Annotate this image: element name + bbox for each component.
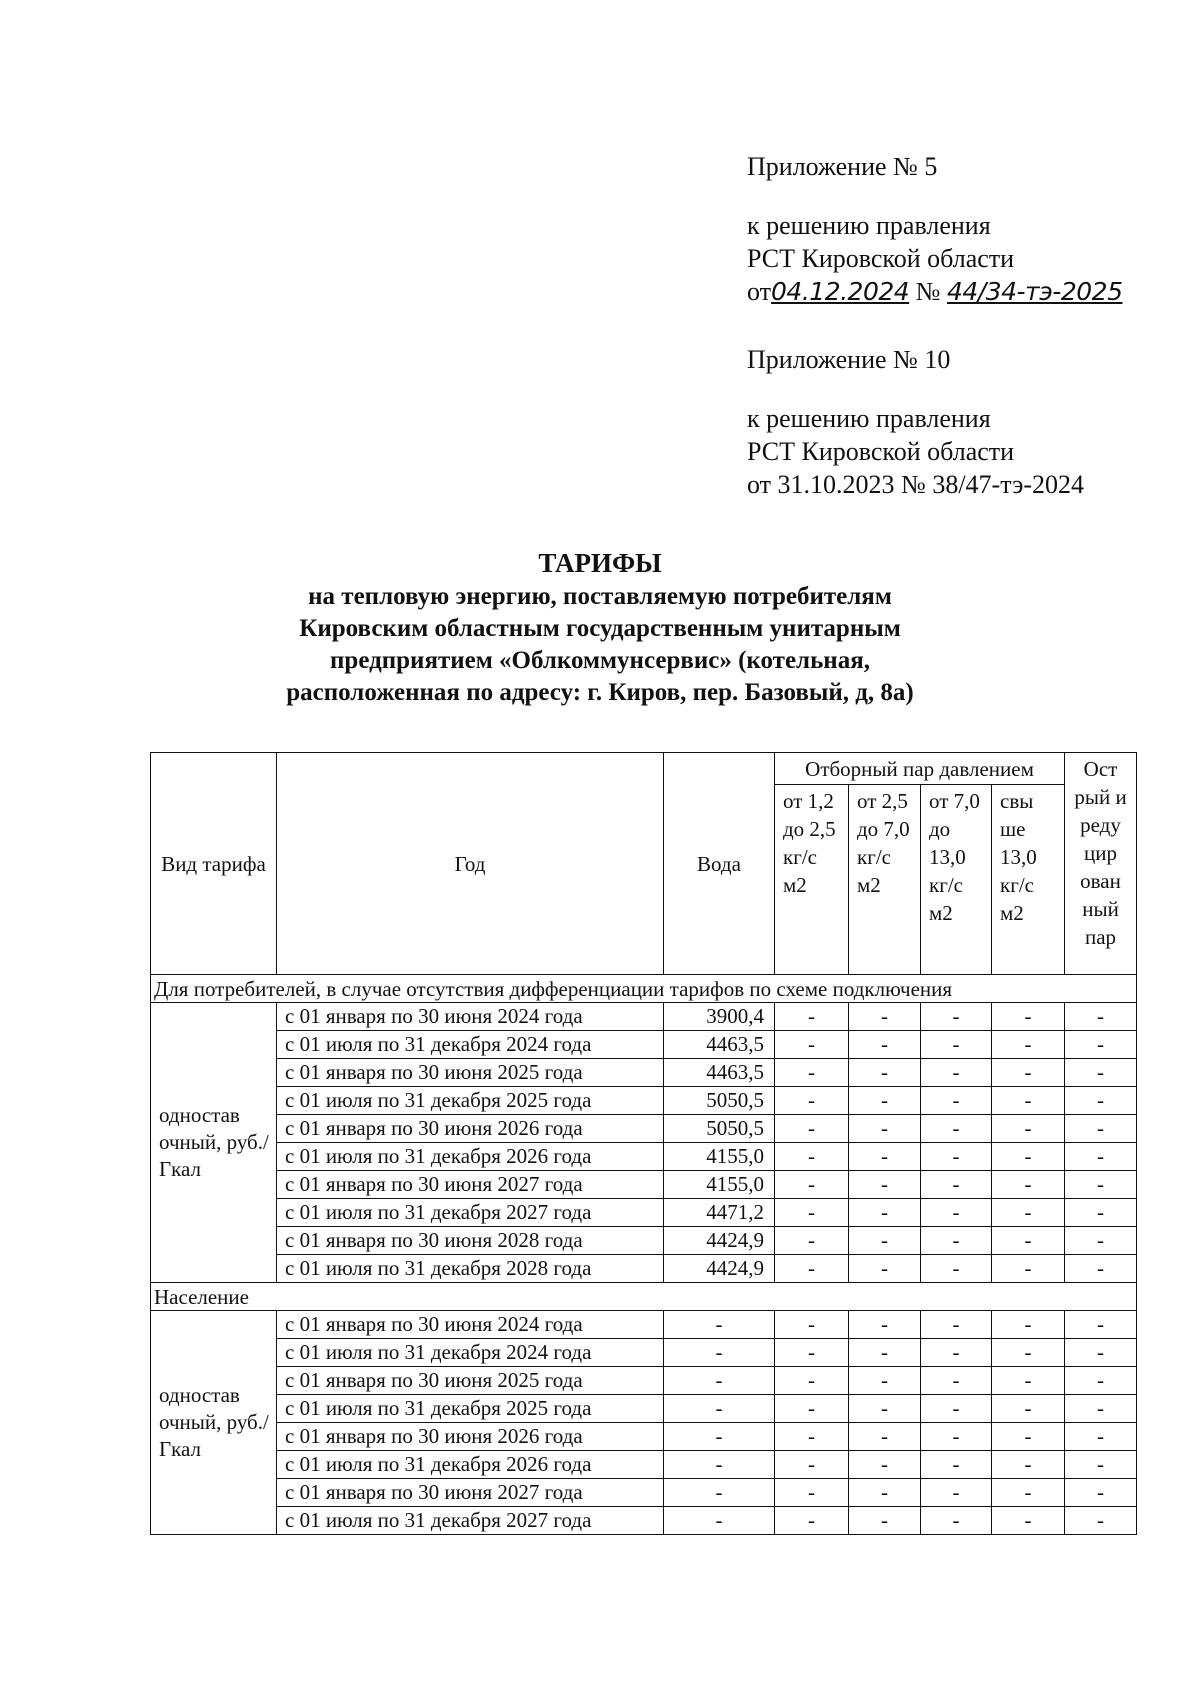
steam-cell: - [775, 1143, 849, 1171]
steam-cell: - [849, 1311, 921, 1339]
period-cell: с 01 января по 30 июня 2028 года [277, 1227, 664, 1255]
steam-cell: - [1065, 1003, 1137, 1031]
document-title [200, 545, 1000, 709]
steam-cell: - [849, 1199, 921, 1227]
steam-cell: - [992, 1115, 1065, 1143]
water-cell: - [664, 1395, 775, 1423]
steam-cell: - [921, 1311, 992, 1339]
handwritten-date: 04.12.2024 [771, 277, 910, 306]
steam-cell: - [775, 1395, 849, 1423]
steam-cell: - [921, 1255, 992, 1283]
period-cell: с 01 января по 30 июня 2025 года [277, 1367, 664, 1395]
table-row [151, 1367, 1137, 1395]
period-cell: с 01 июля по 31 декабря 2026 года [277, 1451, 664, 1479]
table-row [151, 1479, 1137, 1507]
appendix-10-line3: от 31.10.2023 № 38/47-тэ-2024 [747, 470, 1085, 499]
water-cell: 4463,5 [664, 1031, 775, 1059]
steam-cell: - [775, 1367, 849, 1395]
steam-cell: - [921, 1451, 992, 1479]
appendix-5-line1: к решению правления [747, 211, 991, 240]
steam-cell: - [992, 1059, 1065, 1087]
steam-cell: - [992, 1199, 1065, 1227]
period-cell: с 01 января по 30 июня 2026 года [277, 1115, 664, 1143]
period-cell: с 01 июля по 31 декабря 2024 года [277, 1031, 664, 1059]
period-cell: с 01 июля по 31 декабря 2027 года [277, 1507, 664, 1535]
table-row [151, 1031, 1137, 1059]
header-row [151, 753, 1137, 785]
steam-cell: - [921, 1395, 992, 1423]
header-steam-col: от 1,2 до 2,5 кг/с м2 [775, 785, 849, 975]
steam-cell: - [1065, 1143, 1137, 1171]
steam-cell: - [849, 1507, 921, 1535]
water-cell: - [664, 1451, 775, 1479]
water-cell: 4424,9 [664, 1227, 775, 1255]
period-cell: с 01 июля по 31 декабря 2027 года [277, 1199, 664, 1227]
steam-cell: - [1065, 1115, 1137, 1143]
steam-cell: - [992, 1311, 1065, 1339]
water-cell: 4155,0 [664, 1171, 775, 1199]
steam-cell: - [1065, 1339, 1137, 1367]
period-cell: с 01 июля по 31 декабря 2024 года [277, 1339, 664, 1367]
steam-cell: - [775, 1479, 849, 1507]
steam-cell: - [849, 1395, 921, 1423]
steam-cell: - [992, 1451, 1065, 1479]
steam-cell: - [992, 1227, 1065, 1255]
table-row [151, 1087, 1137, 1115]
steam-cell: - [921, 1171, 992, 1199]
table-row [151, 1395, 1137, 1423]
steam-cell: - [992, 1367, 1065, 1395]
appendix-10-heading: Приложение № 10 [747, 345, 951, 374]
steam-cell: - [921, 1143, 992, 1171]
steam-cell: - [775, 1199, 849, 1227]
steam-cell: - [775, 1227, 849, 1255]
table-row [151, 1311, 1137, 1339]
steam-cell: - [849, 1255, 921, 1283]
table-row [151, 1255, 1137, 1283]
water-cell: 4424,9 [664, 1255, 775, 1283]
steam-cell: - [849, 1479, 921, 1507]
steam-cell: - [921, 1479, 992, 1507]
table-row [151, 1451, 1137, 1479]
period-cell: с 01 июля по 31 декабря 2028 года [277, 1255, 664, 1283]
period-cell: с 01 января по 30 июня 2024 года [277, 1003, 664, 1031]
header-steam-col: от 7,0 до 13,0 кг/с м2 [921, 785, 992, 975]
steam-cell: - [849, 1227, 921, 1255]
steam-cell: - [1065, 1451, 1137, 1479]
appendix-10-line1: к решению правления [747, 404, 991, 433]
water-cell: 4463,5 [664, 1059, 775, 1087]
table-row [151, 1115, 1137, 1143]
title-line: на тепловую энергию, поставляемую потребителям [308, 583, 892, 610]
steam-cell: - [775, 1171, 849, 1199]
steam-cell: - [992, 1479, 1065, 1507]
section-row [151, 975, 1137, 1003]
header-steam-col: от 2,5 до 7,0 кг/с м2 [849, 785, 921, 975]
period-cell: с 01 июля по 31 декабря 2025 года [277, 1395, 664, 1423]
header-water: Вода [664, 753, 775, 975]
period-cell: с 01 июля по 31 декабря 2025 года [277, 1087, 664, 1115]
section-title: Население [151, 1283, 1137, 1311]
steam-cell: - [775, 1255, 849, 1283]
appendix-5-line2: РСТ Кировской области [747, 244, 1015, 273]
steam-cell: - [775, 1059, 849, 1087]
water-cell: - [664, 1479, 775, 1507]
steam-cell: - [1065, 1367, 1137, 1395]
title-line: предприятием «Облкоммунсервис» (котельная, [330, 647, 870, 674]
section-title: Для потребителей, в случае отсутствия дифференциации тарифов по схеме подключения [151, 975, 1137, 1003]
title-line: Кировским областным государственным унитарным [299, 615, 901, 642]
steam-cell: - [1065, 1087, 1137, 1115]
steam-cell: - [992, 1087, 1065, 1115]
header-year: Год [277, 753, 664, 975]
steam-cell: - [992, 1255, 1065, 1283]
table-row [151, 1003, 1137, 1031]
water-cell: - [664, 1339, 775, 1367]
tariff-kind-cell: одностав очный, руб./Гкал [151, 1311, 277, 1535]
table-row [151, 1059, 1137, 1087]
steam-cell: - [849, 1059, 921, 1087]
steam-cell: - [775, 1507, 849, 1535]
steam-cell: - [1065, 1059, 1137, 1087]
water-cell: 5050,5 [664, 1087, 775, 1115]
steam-cell: - [1065, 1227, 1137, 1255]
steam-cell: - [775, 1115, 849, 1143]
steam-cell: - [921, 1367, 992, 1395]
steam-cell: - [921, 1339, 992, 1367]
steam-cell: - [775, 1087, 849, 1115]
steam-cell: - [921, 1227, 992, 1255]
table-row [151, 1339, 1137, 1367]
steam-cell: - [992, 1395, 1065, 1423]
period-cell: с 01 января по 30 июня 2025 года [277, 1059, 664, 1087]
steam-cell: - [775, 1031, 849, 1059]
steam-cell: - [1065, 1311, 1137, 1339]
steam-cell: - [992, 1031, 1065, 1059]
steam-cell: - [849, 1423, 921, 1451]
appendix-5-heading: Приложение № 5 [747, 152, 938, 181]
appendix-5-prefix: от [747, 277, 772, 306]
water-cell: - [664, 1423, 775, 1451]
steam-cell: - [921, 1199, 992, 1227]
steam-cell: - [849, 1115, 921, 1143]
section-row [151, 1283, 1137, 1311]
appendix-5-block [747, 150, 1167, 308]
title-main: ТАРИФЫ [538, 548, 662, 578]
steam-cell: - [992, 1423, 1065, 1451]
table-row [151, 1143, 1137, 1171]
steam-cell: - [921, 1115, 992, 1143]
steam-cell: - [992, 1339, 1065, 1367]
steam-cell: - [1065, 1423, 1137, 1451]
header-steam-col: свы ше 13,0 кг/с м2 [992, 785, 1065, 975]
appendix-10-block [747, 343, 1167, 501]
steam-cell: - [921, 1059, 992, 1087]
steam-cell: - [921, 1507, 992, 1535]
steam-cell: - [1065, 1507, 1137, 1535]
steam-cell: - [992, 1507, 1065, 1535]
steam-cell: - [992, 1143, 1065, 1171]
period-cell: с 01 января по 30 июня 2027 года [277, 1479, 664, 1507]
steam-cell: - [1065, 1395, 1137, 1423]
steam-cell: - [1065, 1199, 1137, 1227]
header-kind: Вид тарифа [151, 753, 277, 975]
period-cell: с 01 января по 30 июня 2024 года [277, 1311, 664, 1339]
steam-cell: - [921, 1087, 992, 1115]
steam-cell: - [775, 1423, 849, 1451]
steam-cell: - [775, 1339, 849, 1367]
water-cell: 3900,4 [664, 1003, 775, 1031]
steam-cell: - [992, 1171, 1065, 1199]
water-cell: 5050,5 [664, 1115, 775, 1143]
water-cell: - [664, 1507, 775, 1535]
tariff-table [150, 752, 1137, 1535]
steam-cell: - [849, 1143, 921, 1171]
steam-cell: - [849, 1367, 921, 1395]
steam-cell: - [921, 1031, 992, 1059]
tariff-kind-cell: одностав очный, руб./Гкал [151, 1003, 277, 1283]
table-row [151, 1227, 1137, 1255]
period-cell: с 01 января по 30 июня 2027 года [277, 1171, 664, 1199]
water-cell: - [664, 1311, 775, 1339]
steam-cell: - [849, 1003, 921, 1031]
handwritten-number: 44/34-тэ-2025 [946, 277, 1123, 306]
water-cell: 4155,0 [664, 1143, 775, 1171]
appendix-5-reference [747, 275, 1167, 308]
water-cell: 4471,2 [664, 1199, 775, 1227]
period-cell: с 01 января по 30 июня 2026 года [277, 1423, 664, 1451]
steam-cell: - [849, 1171, 921, 1199]
steam-cell: - [849, 1451, 921, 1479]
steam-cell: - [1065, 1479, 1137, 1507]
appendix-10-line2: РСТ Кировской области [747, 437, 1015, 466]
steam-cell: - [921, 1423, 992, 1451]
steam-cell: - [775, 1003, 849, 1031]
steam-cell: - [775, 1311, 849, 1339]
period-cell: с 01 июля по 31 декабря 2026 года [277, 1143, 664, 1171]
water-cell: - [664, 1367, 775, 1395]
steam-cell: - [1065, 1031, 1137, 1059]
title-line: расположенная по адресу: г. Киров, пер. Базовый, д, 8а) [286, 679, 914, 706]
steam-cell: - [1065, 1255, 1137, 1283]
number-sign: № [915, 277, 941, 306]
steam-cell: - [1065, 1171, 1137, 1199]
header-steam-group: Отборный пар давлением [775, 753, 1065, 785]
header-sharp-steam: Ост рый и реду цир ован ный пар [1065, 753, 1137, 975]
table-row [151, 1171, 1137, 1199]
steam-cell: - [849, 1031, 921, 1059]
steam-cell: - [849, 1087, 921, 1115]
table-row [151, 1423, 1137, 1451]
table-row [151, 1507, 1137, 1535]
steam-cell: - [775, 1451, 849, 1479]
steam-cell: - [992, 1003, 1065, 1031]
table-row [151, 1199, 1137, 1227]
steam-cell: - [849, 1339, 921, 1367]
steam-cell: - [921, 1003, 992, 1031]
